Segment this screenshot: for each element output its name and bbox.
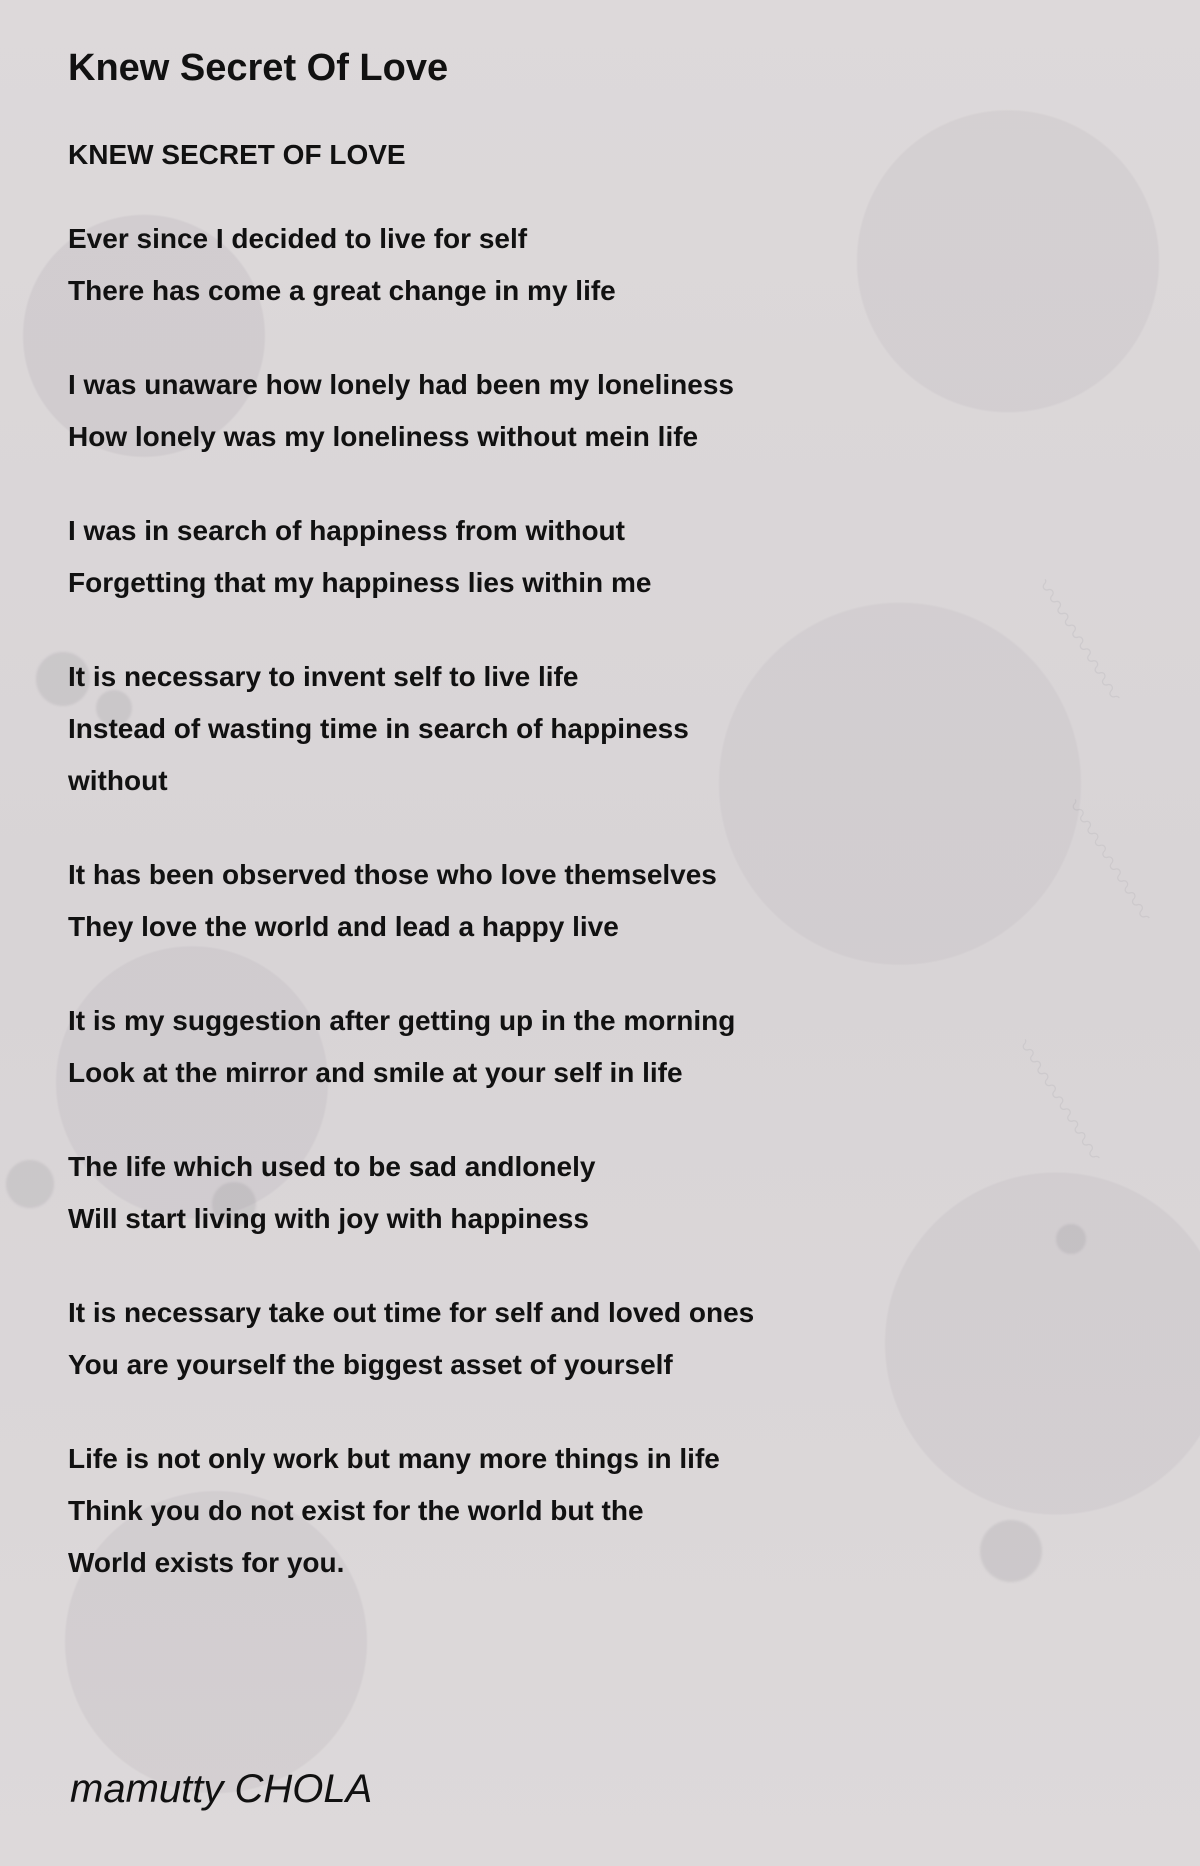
background-script-mark: 〰〰〰〰〰: [1027, 572, 1130, 709]
stanza-3: [68, 505, 968, 609]
poem-body: [68, 213, 968, 1589]
stanza-4: [68, 651, 968, 807]
poem-line: They love the world and lead a happy live: [68, 911, 619, 943]
ink-blot: [1056, 1224, 1086, 1254]
poem-line: Instead of wasting time in search of happiness: [68, 713, 689, 745]
poem-line: without: [68, 765, 168, 797]
author-name: mamutty CHOLA: [70, 1767, 373, 1811]
poem-heading: KNEW SECRET OF LOVE: [68, 138, 406, 170]
stanza-7: [68, 1141, 968, 1245]
poem-line: World exists for you.: [68, 1547, 345, 1579]
poem-line: There has come a great change in my life: [68, 275, 616, 307]
poem-line: You are yourself the biggest asset of yourself: [68, 1349, 673, 1381]
ink-blot: [980, 1520, 1042, 1582]
ink-blot: [6, 1160, 54, 1208]
page-title: Knew Secret Of Love: [68, 47, 449, 89]
stanza-1: [68, 213, 968, 317]
background-script-mark: 〰〰〰〰〰: [1057, 792, 1160, 929]
poem-line: Will start living with joy with happiness: [68, 1203, 589, 1235]
poem-line: I was in search of happiness from without: [68, 515, 625, 547]
stanza-2: [68, 359, 968, 463]
poem-line: Look at the mirror and smile at your self in life: [68, 1057, 683, 1089]
poem-line: It is my suggestion after getting up in the morning: [68, 1005, 736, 1037]
poem-line: Life is not only work but many more things in life: [68, 1443, 720, 1475]
poem-line: The life which used to be sad andlonely: [68, 1151, 596, 1183]
poem-line: I was unaware how lonely had been my loneliness: [68, 369, 734, 401]
background-script-mark: 〰〰〰〰〰: [1007, 1032, 1110, 1169]
poem-line: It is necessary to invent self to live life: [68, 661, 579, 693]
poem-line: Ever since I decided to live for self: [68, 223, 528, 255]
stanza-8: [68, 1287, 968, 1391]
poem-line: It is necessary take out time for self and loved ones: [68, 1297, 755, 1329]
poem-line: Think you do not exist for the world but the: [68, 1495, 644, 1527]
poem-line: How lonely was my loneliness without mein life: [68, 421, 699, 453]
stanza-9: [68, 1433, 968, 1589]
stanza-6: [68, 995, 968, 1099]
stanza-5: [68, 849, 968, 953]
poem-line: Forgetting that my happiness lies within me: [68, 567, 652, 599]
poem-line: It has been observed those who love themselves: [68, 859, 717, 891]
poem-page: [68, 48, 968, 1589]
